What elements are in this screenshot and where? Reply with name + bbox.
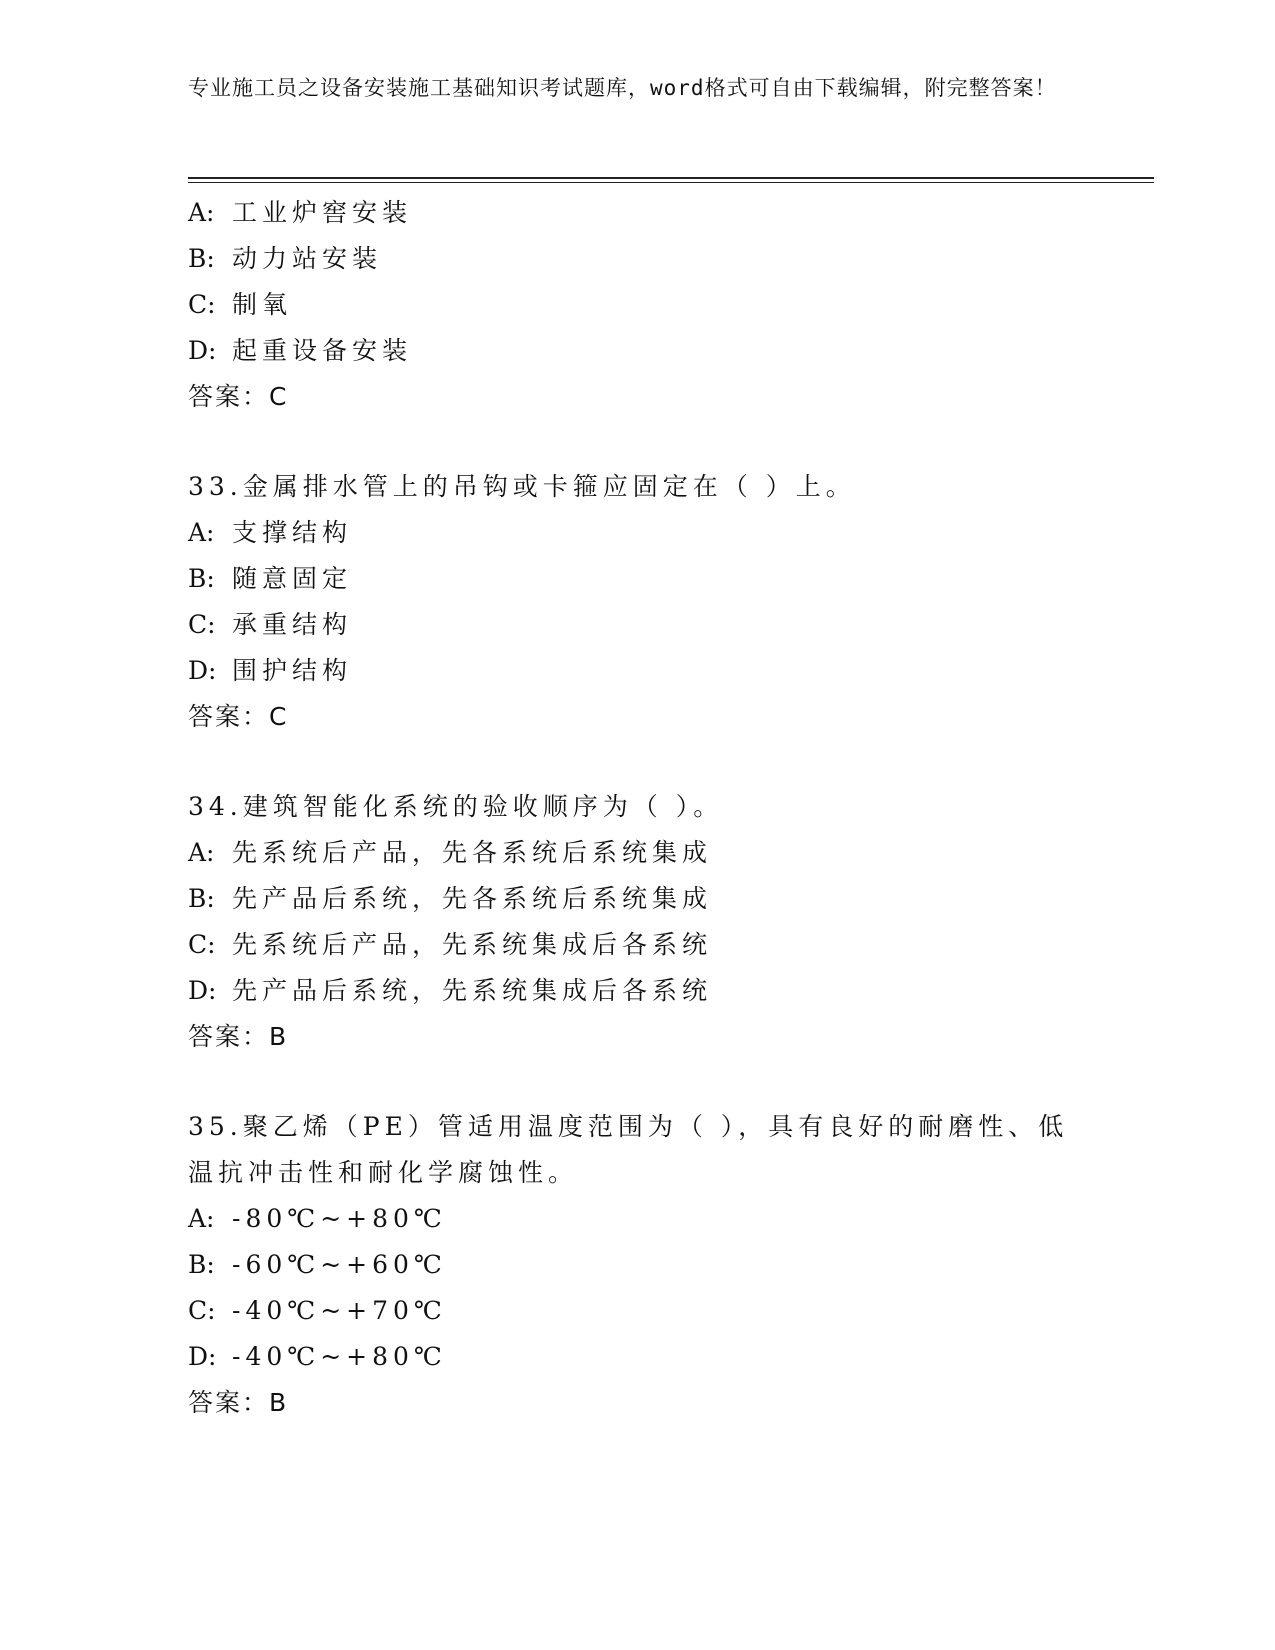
option-d: D: 围护结构 (188, 656, 353, 685)
option-c: C: -40℃~+70℃ (188, 1296, 447, 1325)
option-b: B: 先产品后系统，先各系统后系统集成 (188, 884, 713, 913)
option-b: B: 随意固定 (188, 564, 353, 593)
question-34 (188, 784, 1088, 1060)
answer-line: 答案：B (188, 1022, 289, 1051)
question-stem: 33.金属排水管上的吊钩或卡箍应固定在（ ）上。 (188, 472, 856, 501)
answer-line: 答案：C (188, 702, 289, 731)
document-header: 专业施工员之设备安装施工基础知识考试题库，word格式可自由下载编辑，附完整答案！ (188, 76, 1057, 100)
option-c: C: 承重结构 (188, 610, 353, 639)
option-a: A: 工业炉窖安装 (188, 198, 413, 227)
spacer (188, 740, 1088, 784)
option-c: C: 制氧 (188, 290, 293, 319)
option-a: A: 支撑结构 (188, 518, 353, 547)
spacer (188, 420, 1088, 464)
option-a: A: -80℃~+80℃ (188, 1204, 447, 1233)
question-stem: 34.建筑智能化系统的验收顺序为（ ）。 (188, 792, 724, 821)
question-35 (188, 1104, 1088, 1426)
answer-line: 答案：C (188, 382, 289, 411)
question-stem: 35.聚乙烯（PE）管适用温度范围为（ ），具有良好的耐磨性、低温抗冲击性和耐化学腐蚀性。 (188, 1112, 1069, 1187)
option-d: D: 起重设备安装 (188, 336, 413, 365)
header-divider-thin (188, 182, 1154, 183)
option-d: D: 先产品后系统，先系统集成后各系统 (188, 976, 713, 1005)
question-32 (188, 190, 1088, 420)
option-b: B: 动力站安装 (188, 244, 383, 273)
spacer (188, 1060, 1088, 1104)
option-c: C: 先系统后产品，先系统集成后各系统 (188, 930, 713, 959)
header-divider-thick (188, 177, 1154, 179)
option-a: A: 先系统后产品，先各系统后系统集成 (188, 838, 713, 867)
question-33 (188, 464, 1088, 740)
option-d: D: -40℃~+80℃ (188, 1342, 447, 1371)
answer-line: 答案：B (188, 1388, 289, 1417)
option-b: B: -60℃~+60℃ (188, 1250, 447, 1279)
question-list (188, 190, 1088, 1426)
